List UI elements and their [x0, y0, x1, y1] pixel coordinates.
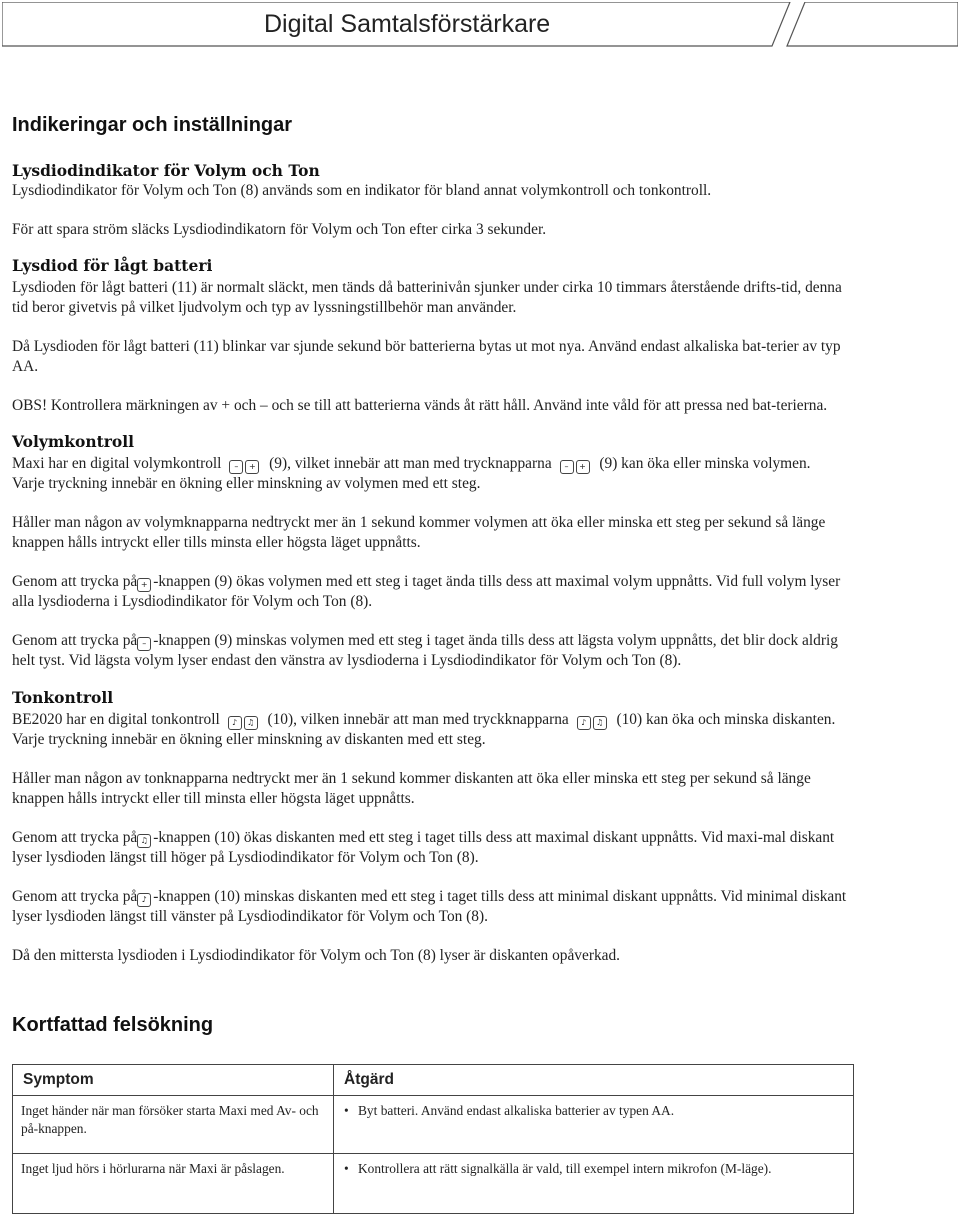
paragraph: För att spara ström släcks Lysdiodindikatorn för Volym och Ton efter cirka 3 sekunder.	[12, 221, 547, 238]
treble-up-icon: ♫	[137, 834, 151, 848]
volume-buttons-icon: – +	[229, 454, 261, 474]
paragraph: Håller man någon av volymknapparna nedtryckt mer än 1 sekund kommer volymen att öka eller minska ett steg per sekund så länge knappen hålls intryckt eller tills minsta eller högsta läget uppnåtts.	[12, 514, 826, 551]
subheading-volume: Volymkontroll	[12, 432, 135, 451]
paragraph: Då Lysdioden för lågt batteri (11) blinkar var sjunde sekund bör batterierna bytas ut mot nya. Använd endast alkaliska bat-terier av typ AA.	[12, 338, 841, 375]
paragraph: Lysdiodindikator för Volym och Ton (8) används som en indikator för bland annat volymkontroll och tonkontroll.	[12, 182, 712, 199]
action-cell	[334, 1154, 854, 1214]
main-content	[12, 108, 860, 1037]
bullet-icon: •	[344, 1103, 349, 1118]
document-title: Digital Samtalsförstärkare	[264, 10, 551, 38]
action-text: Byt batteri. Använd endast alkaliska batterier av typen AA.	[358, 1103, 675, 1118]
text: (10) kan öka och minska diskanten. Varje tryckning innebär en ökning eller minskning av diskanten med ett steg.	[12, 711, 836, 748]
action-text: Kontrollera att rätt signalkälla är vald, till exempel intern mikrofon (M-läge).	[358, 1161, 772, 1176]
column-header-symptom: Symptom	[13, 1065, 334, 1096]
tone-buttons-icon: ♪ ♫	[228, 710, 260, 730]
text: Maxi har en digital volymkontroll	[12, 455, 222, 472]
text: (9) kan öka eller minska volymen.	[599, 455, 811, 472]
table-header-row	[13, 1065, 854, 1096]
paragraph	[12, 887, 860, 927]
troubleshooting-title: Kortfattad felsökning	[12, 1014, 214, 1036]
paragraph	[12, 631, 860, 671]
page-header	[2, 2, 958, 48]
text: (10), vilken innebär att man med tryckknapparna	[267, 711, 569, 728]
paragraph: Håller man någon av tonknapparna nedtryckt mer än 1 sekund kommer diskanten att öka eller minska ett steg per sekund så länge knappen hålls intryckt eller till minsta eller högsta läget uppnåtts.	[12, 770, 811, 807]
table-row	[13, 1154, 854, 1214]
paragraph	[12, 572, 860, 612]
table-row	[13, 1096, 854, 1154]
volume-up-icon: +	[137, 578, 151, 592]
paragraph: Lysdioden för lågt batteri (11) är normalt släckt, men tänds då batterinivån sjunker under cirka 10 timmars återstående drifts-tid, denna tid beror givetvis på vilket ljudvolym och typ av lyssningstillbehör man använder.	[12, 279, 842, 316]
text: -knappen (10) minskas diskanten med ett steg i taget tills dess att minimal diskant uppnåtts. Vid minimal diskant lyser lysdioden längst till vänster på Lysdiodindikator för Volym och Ton (8).	[12, 888, 847, 925]
text: Genom att trycka på	[12, 632, 138, 649]
action-cell	[334, 1096, 854, 1154]
text: BE2020 har en digital tonkontroll	[12, 711, 220, 728]
paragraph: OBS! Kontrollera märkningen av + och – och se till att batterierna vänds åt rätt håll. Använd inte våld för att pressa ned bat-terierna.	[12, 397, 828, 414]
text: -knappen (9) ökas volymen med ett steg i taget ända tills dess att maximal volym uppnåtts. Vid full volym lyser alla lysdioderna i Lysdiodindikator för Volym och Ton (8).	[12, 573, 841, 610]
volume-down-icon: –	[137, 637, 151, 651]
symptom-cell: Inget händer när man försöker starta Maxi med Av- och på-knappen.	[13, 1096, 334, 1154]
subheading-battery: Lysdiod för lågt batteri	[12, 256, 213, 275]
troubleshooting-table	[12, 1064, 854, 1214]
text: -knappen (10) ökas diskanten med ett steg i taget tills dess att maximal diskant uppnåtts. Vid maxi-mal diskant lyser lysdioden längst till höger på Lysdiodindikator för Volym och Ton (8).	[12, 829, 835, 866]
bullet-icon: •	[344, 1161, 349, 1176]
column-header-action: Åtgärd	[334, 1065, 854, 1096]
paragraph: Då den mittersta lysdioden i Lysdiodindikator för Volym och Ton (8) lyser är diskanten opåverkad.	[12, 947, 621, 964]
text: Genom att trycka på	[12, 888, 138, 905]
tone-buttons-icon: ♪ ♫	[577, 710, 609, 730]
text: Varje tryckning innebär en ökning eller minskning av volymen med ett steg.	[12, 475, 481, 492]
paragraph	[12, 454, 860, 494]
paragraph	[12, 710, 860, 750]
volume-buttons-icon: – +	[560, 454, 592, 474]
subheading-led: Lysdiodindikator för Volym och Ton	[12, 161, 320, 180]
text: Genom att trycka på	[12, 829, 138, 846]
text: (9), vilket innebär att man med trycknapparna	[269, 455, 552, 472]
symptom-cell: Inget ljud hörs i hörlurarna när Maxi är påslagen.	[13, 1154, 334, 1214]
subheading-tone: Tonkontroll	[12, 688, 114, 707]
section-title: Indikeringar och inställningar	[12, 114, 293, 136]
treble-down-icon: ♪	[137, 893, 151, 907]
paragraph	[12, 828, 860, 868]
text: -knappen (9) minskas volymen med ett steg i taget ända tills dess att lägsta volym uppnåtts, det blir dock aldrig helt tyst. Vid lägsta volym lyser endast den vänstra av lysdioderna i Lysdiodindikator för Volym och Ton (8).	[12, 632, 838, 669]
text: Genom att trycka på	[12, 573, 138, 590]
